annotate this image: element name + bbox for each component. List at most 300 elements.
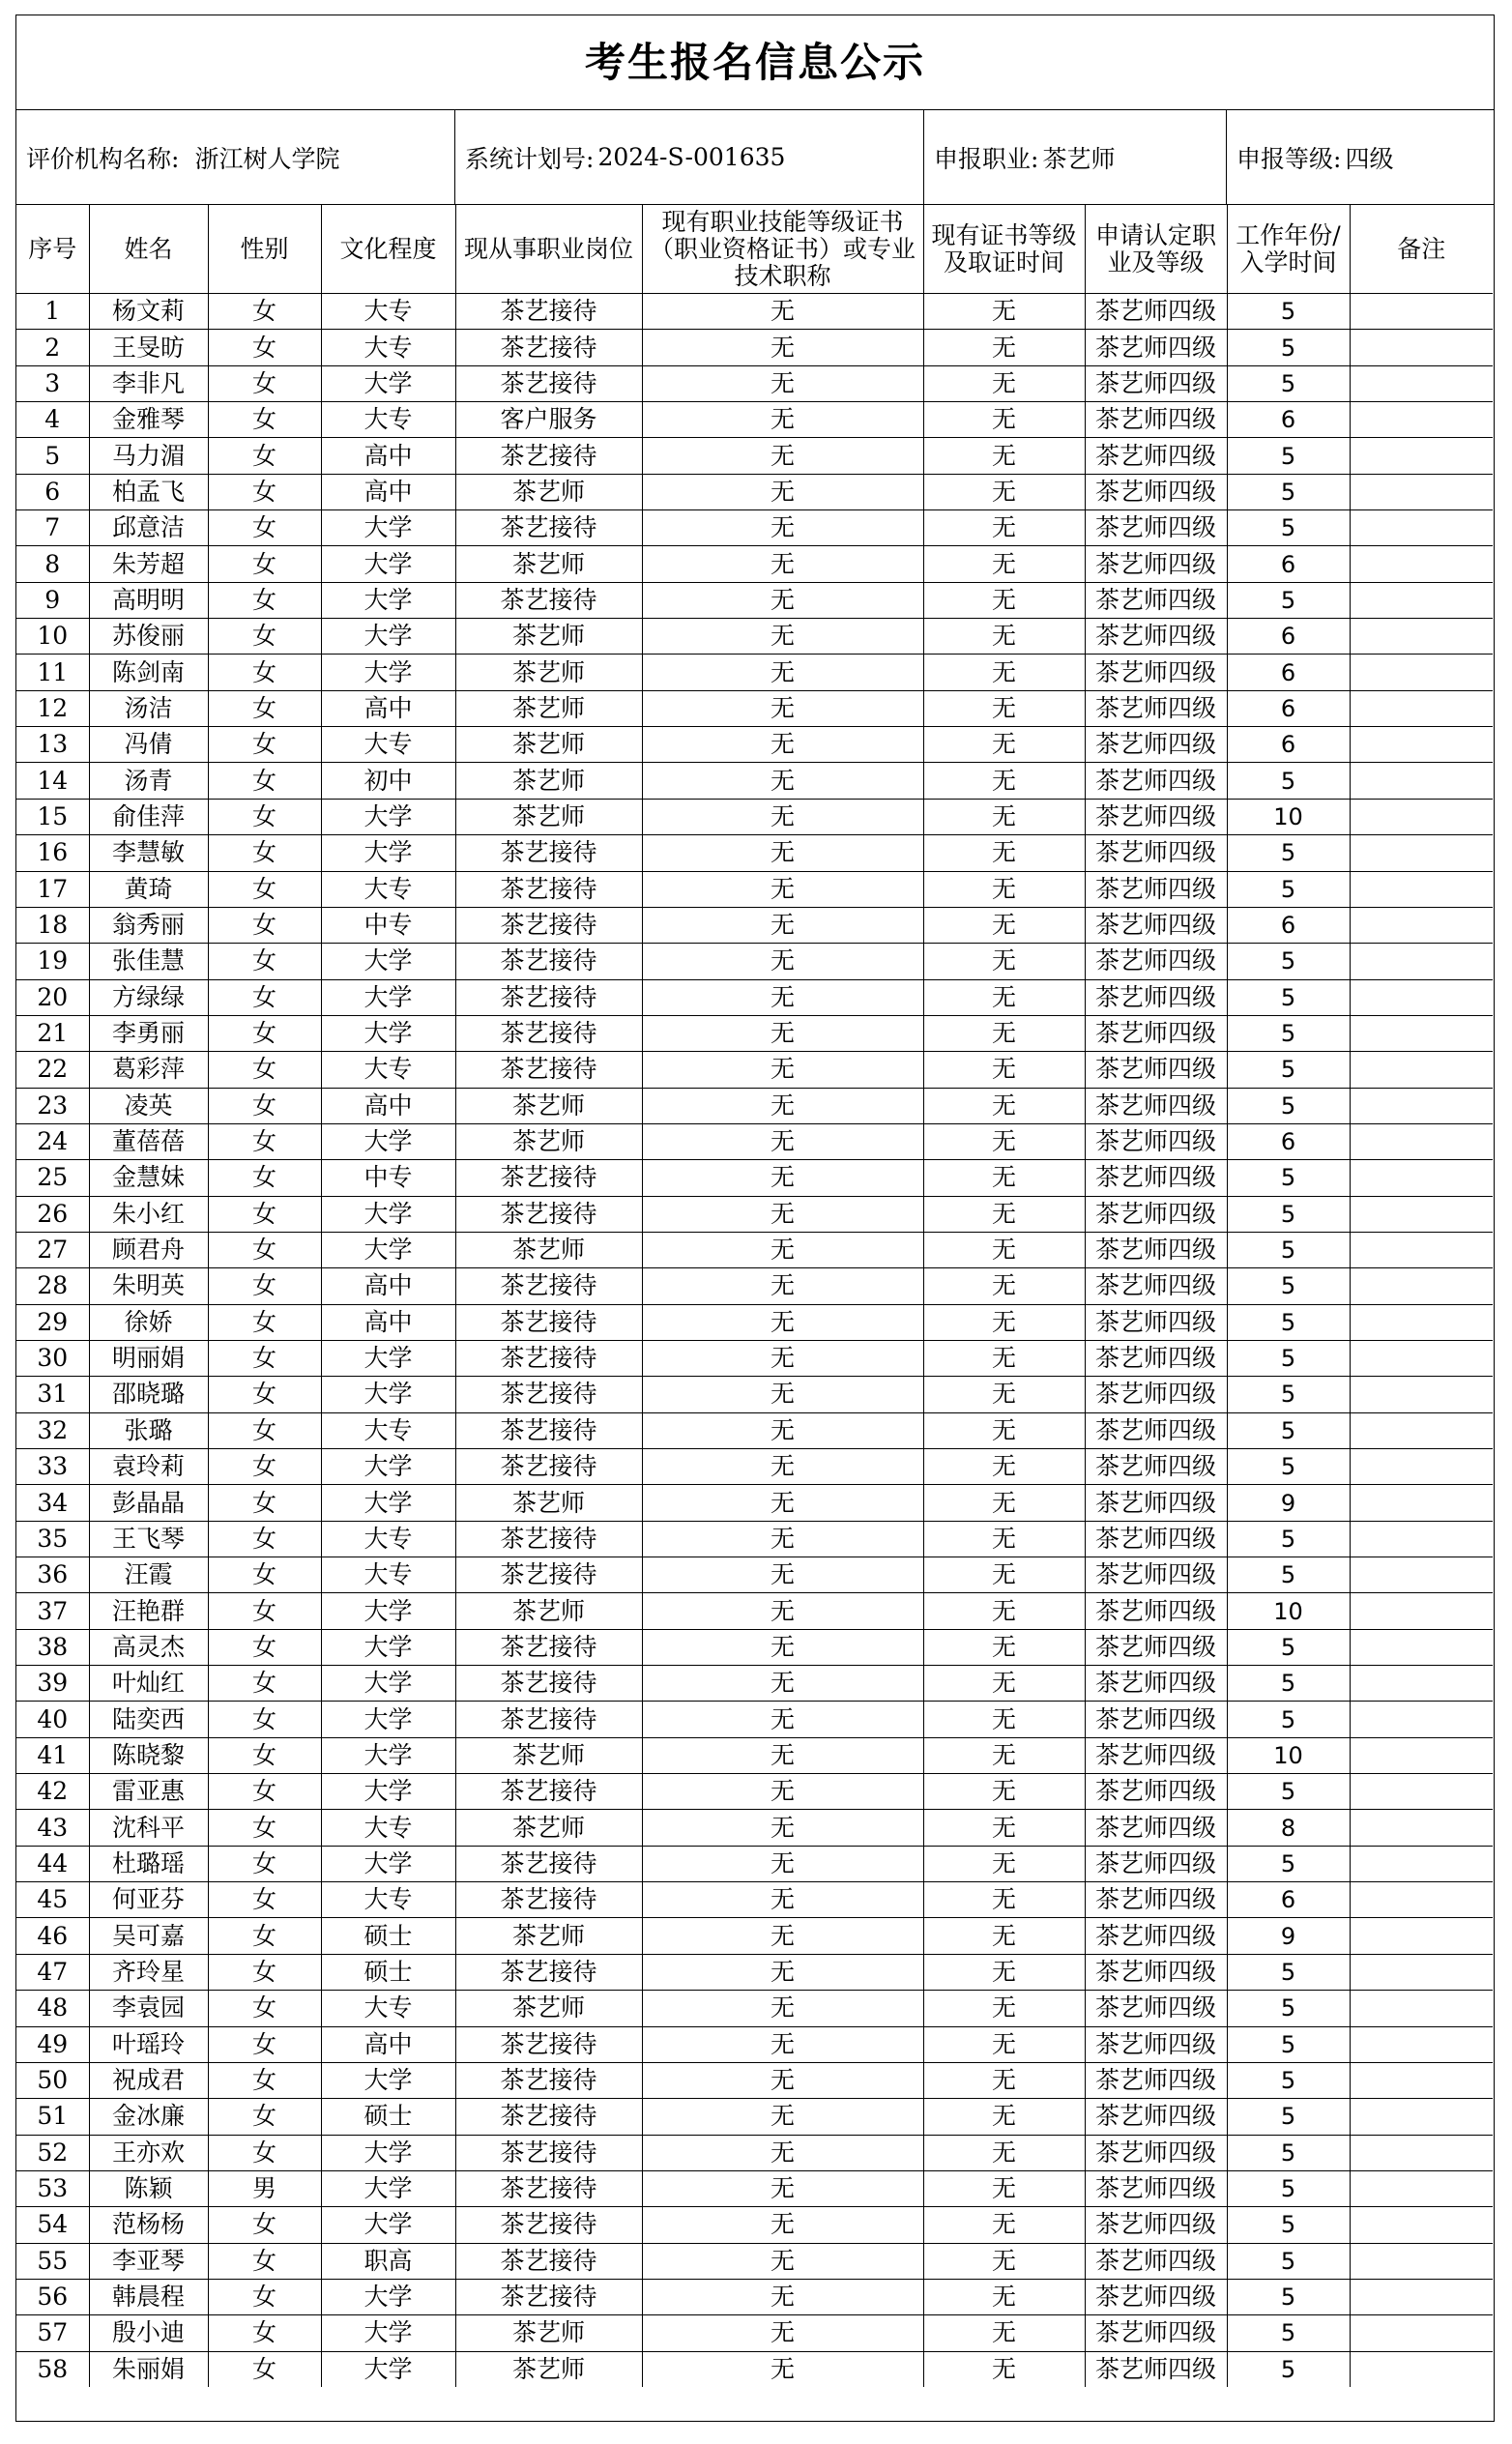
candidate-table	[16, 205, 1493, 2387]
cell-cert-level-date: 无	[923, 365, 1085, 401]
cell-index: 58	[16, 2351, 89, 2387]
cell-gender: 女	[208, 438, 321, 474]
cell-remarks	[1350, 1377, 1493, 1412]
cell-education: 大专	[321, 1557, 455, 1593]
cell-current-job: 茶艺接待	[455, 294, 642, 330]
cell-gender: 女	[208, 1774, 321, 1810]
cell-name: 陈晓黎	[89, 1737, 208, 1773]
cell-current-certificate: 无	[642, 1702, 923, 1737]
cell-gender: 女	[208, 1304, 321, 1340]
cell-work-years: 6	[1227, 546, 1350, 582]
cell-work-years: 5	[1227, 1196, 1350, 1232]
cell-name: 范杨杨	[89, 2207, 208, 2243]
cell-apply-level: 茶艺师四级	[1085, 1485, 1227, 1521]
cell-remarks	[1350, 546, 1493, 582]
cell-gender: 女	[208, 727, 321, 763]
page-title: 考生报名信息公示	[16, 15, 1494, 110]
cell-work-years: 6	[1227, 907, 1350, 943]
cell-index: 41	[16, 1737, 89, 1773]
cell-name: 雷亚惠	[89, 1774, 208, 1810]
cell-apply-level: 茶艺师四级	[1085, 1340, 1227, 1376]
header-current-job: 现从事职业岗位	[455, 205, 642, 294]
cell-current-job: 茶艺师	[455, 1810, 642, 1846]
header-apply-level: 申请认定职业及等级	[1085, 205, 1227, 294]
org-cell	[16, 110, 455, 204]
cell-remarks	[1350, 979, 1493, 1015]
cell-education: 大学	[321, 655, 455, 690]
cell-index: 56	[16, 2279, 89, 2314]
cell-index: 53	[16, 2170, 89, 2206]
cell-work-years: 5	[1227, 1160, 1350, 1196]
plan-label: 系统计划号:	[465, 144, 595, 173]
cell-current-certificate: 无	[642, 1377, 923, 1412]
cell-name: 王飞琴	[89, 1521, 208, 1557]
cell-education: 大学	[321, 1774, 455, 1810]
cell-current-certificate: 无	[642, 1954, 923, 1990]
cell-name: 冯倩	[89, 727, 208, 763]
cell-current-job: 茶艺接待	[455, 2062, 642, 2098]
cell-current-certificate: 无	[642, 871, 923, 907]
cell-education: 高中	[321, 690, 455, 726]
table-row	[16, 1449, 1493, 1485]
table-row	[16, 1268, 1493, 1304]
cell-work-years: 5	[1227, 2243, 1350, 2279]
cell-work-years: 5	[1227, 365, 1350, 401]
cell-gender: 女	[208, 619, 321, 655]
cell-gender: 女	[208, 1088, 321, 1123]
cell-current-job: 茶艺接待	[455, 582, 642, 618]
cell-index: 23	[16, 1088, 89, 1123]
cell-cert-level-date: 无	[923, 1918, 1085, 1954]
table-row	[16, 1737, 1493, 1773]
cell-cert-level-date: 无	[923, 2062, 1085, 2098]
table-row	[16, 2315, 1493, 2351]
cell-cert-level-date: 无	[923, 2135, 1085, 2170]
cell-work-years: 10	[1227, 1737, 1350, 1773]
table-row	[16, 365, 1493, 401]
cell-index: 37	[16, 1593, 89, 1629]
table-row	[16, 1521, 1493, 1557]
cell-name: 杨文莉	[89, 294, 208, 330]
cell-apply-level: 茶艺师四级	[1085, 1123, 1227, 1159]
table-row	[16, 294, 1493, 330]
cell-remarks	[1350, 1737, 1493, 1773]
cell-current-job: 茶艺接待	[455, 1160, 642, 1196]
cell-current-job: 茶艺接待	[455, 1882, 642, 1918]
cell-current-certificate: 无	[642, 1268, 923, 1304]
cell-current-job: 茶艺师	[455, 799, 642, 834]
cell-name: 叶瑶玲	[89, 2026, 208, 2062]
cell-name: 陈颖	[89, 2170, 208, 2206]
table-row	[16, 1774, 1493, 1810]
cell-cert-level-date: 无	[923, 1196, 1085, 1232]
cell-current-certificate: 无	[642, 655, 923, 690]
cell-cert-level-date: 无	[923, 1882, 1085, 1918]
cell-remarks	[1350, 1232, 1493, 1267]
cell-cert-level-date: 无	[923, 1557, 1085, 1593]
cell-apply-level: 茶艺师四级	[1085, 1557, 1227, 1593]
cell-education: 大学	[321, 510, 455, 546]
table-row	[16, 655, 1493, 690]
cell-remarks	[1350, 474, 1493, 509]
cell-remarks	[1350, 2351, 1493, 2387]
cell-work-years: 5	[1227, 2315, 1350, 2351]
cell-name: 朱芳超	[89, 546, 208, 582]
cell-current-job: 茶艺师	[455, 1918, 642, 1954]
cell-work-years: 5	[1227, 1991, 1350, 2026]
cell-index: 18	[16, 907, 89, 943]
cell-remarks	[1350, 619, 1493, 655]
cell-remarks	[1350, 582, 1493, 618]
cell-cert-level-date: 无	[923, 2170, 1085, 2206]
table-row	[16, 1052, 1493, 1088]
cell-cert-level-date: 无	[923, 1340, 1085, 1376]
cell-name: 朱丽娟	[89, 2351, 208, 2387]
cell-work-years: 6	[1227, 690, 1350, 726]
cell-gender: 女	[208, 1954, 321, 1990]
cell-gender: 女	[208, 979, 321, 1015]
cell-work-years: 6	[1227, 1882, 1350, 1918]
cell-remarks	[1350, 907, 1493, 943]
cell-gender: 女	[208, 907, 321, 943]
cell-education: 大学	[321, 1737, 455, 1773]
cell-name: 李袁园	[89, 1991, 208, 2026]
cell-gender: 女	[208, 944, 321, 979]
cell-current-job: 茶艺接待	[455, 1340, 642, 1376]
header-gender: 性别	[208, 205, 321, 294]
cell-index: 57	[16, 2315, 89, 2351]
cell-education: 高中	[321, 1304, 455, 1340]
cell-education: 大专	[321, 402, 455, 438]
cell-remarks	[1350, 1052, 1493, 1088]
cell-index: 11	[16, 655, 89, 690]
table-row	[16, 2062, 1493, 2098]
cell-name: 邵晓璐	[89, 1377, 208, 1412]
cell-gender: 女	[208, 474, 321, 509]
cell-gender: 女	[208, 1412, 321, 1448]
table-row	[16, 1340, 1493, 1376]
cell-name: 韩晨程	[89, 2279, 208, 2314]
cell-gender: 女	[208, 330, 321, 365]
cell-index: 36	[16, 1557, 89, 1593]
cell-education: 高中	[321, 438, 455, 474]
cell-cert-level-date: 无	[923, 2315, 1085, 2351]
registration-sheet	[15, 15, 1495, 2422]
cell-gender: 女	[208, 1810, 321, 1846]
cell-name: 苏俊丽	[89, 619, 208, 655]
cell-name: 汪艳群	[89, 1593, 208, 1629]
cell-apply-level: 茶艺师四级	[1085, 763, 1227, 799]
cell-remarks	[1350, 2062, 1493, 2098]
cell-remarks	[1350, 1954, 1493, 1990]
table-row	[16, 1882, 1493, 1918]
cell-current-job: 茶艺接待	[455, 1377, 642, 1412]
cell-work-years: 5	[1227, 438, 1350, 474]
cell-apply-level: 茶艺师四级	[1085, 944, 1227, 979]
cell-work-years: 5	[1227, 1412, 1350, 1448]
cell-current-job: 茶艺接待	[455, 907, 642, 943]
cell-current-job: 茶艺接待	[455, 1774, 642, 1810]
cell-current-certificate: 无	[642, 1052, 923, 1088]
table-row	[16, 1918, 1493, 1954]
cell-current-job: 茶艺接待	[455, 1666, 642, 1702]
cell-cert-level-date: 无	[923, 2243, 1085, 2279]
cell-index: 48	[16, 1991, 89, 2026]
cell-work-years: 5	[1227, 2351, 1350, 2387]
cell-education: 大学	[321, 2207, 455, 2243]
cell-current-job: 茶艺师	[455, 690, 642, 726]
cell-work-years: 5	[1227, 1557, 1350, 1593]
cell-work-years: 5	[1227, 1340, 1350, 1376]
cell-work-years: 5	[1227, 1702, 1350, 1737]
cell-name: 李非凡	[89, 365, 208, 401]
cell-cert-level-date: 无	[923, 1412, 1085, 1448]
cell-work-years: 10	[1227, 1593, 1350, 1629]
cell-remarks	[1350, 330, 1493, 365]
cell-work-years: 6	[1227, 402, 1350, 438]
cell-index: 51	[16, 2099, 89, 2135]
cell-education: 大学	[321, 1702, 455, 1737]
cell-name: 李慧敏	[89, 835, 208, 871]
table-row	[16, 1123, 1493, 1159]
cell-current-job: 茶艺接待	[455, 1557, 642, 1593]
cell-work-years: 5	[1227, 1052, 1350, 1088]
cell-current-certificate: 无	[642, 799, 923, 834]
cell-education: 大专	[321, 294, 455, 330]
cell-current-job: 茶艺接待	[455, 1954, 642, 1990]
cell-current-job: 茶艺接待	[455, 1412, 642, 1448]
cell-work-years: 6	[1227, 727, 1350, 763]
cell-name: 徐娇	[89, 1304, 208, 1340]
cell-remarks	[1350, 294, 1493, 330]
table-row	[16, 1991, 1493, 2026]
cell-gender: 女	[208, 1340, 321, 1376]
cell-current-job: 茶艺师	[455, 546, 642, 582]
cell-work-years: 5	[1227, 944, 1350, 979]
cell-index: 10	[16, 619, 89, 655]
cell-work-years: 5	[1227, 871, 1350, 907]
table-row	[16, 438, 1493, 474]
cell-apply-level: 茶艺师四级	[1085, 1810, 1227, 1846]
cell-apply-level: 茶艺师四级	[1085, 1666, 1227, 1702]
cell-work-years: 5	[1227, 1449, 1350, 1485]
cell-current-job: 茶艺接待	[455, 365, 642, 401]
cell-cert-level-date: 无	[923, 402, 1085, 438]
cell-work-years: 5	[1227, 294, 1350, 330]
cell-education: 大专	[321, 1882, 455, 1918]
cell-remarks	[1350, 1412, 1493, 1448]
table-row	[16, 2170, 1493, 2206]
cell-current-certificate: 无	[642, 835, 923, 871]
cell-gender: 女	[208, 2099, 321, 2135]
cell-current-certificate: 无	[642, 474, 923, 509]
cell-work-years: 5	[1227, 2099, 1350, 2135]
cell-name: 祝成君	[89, 2062, 208, 2098]
cell-name: 叶灿红	[89, 1666, 208, 1702]
cell-name: 葛彩萍	[89, 1052, 208, 1088]
cell-gender: 女	[208, 2026, 321, 2062]
cell-index: 14	[16, 763, 89, 799]
cell-apply-level: 茶艺师四级	[1085, 1737, 1227, 1773]
cell-index: 22	[16, 1052, 89, 1088]
cell-remarks	[1350, 2207, 1493, 2243]
table-row	[16, 799, 1493, 834]
cell-apply-level: 茶艺师四级	[1085, 1268, 1227, 1304]
cell-education: 高中	[321, 2026, 455, 2062]
cell-gender: 女	[208, 1449, 321, 1485]
table-row	[16, 835, 1493, 871]
cell-work-years: 5	[1227, 1268, 1350, 1304]
cell-current-certificate: 无	[642, 979, 923, 1015]
cell-gender: 女	[208, 1377, 321, 1412]
job-value: 茶艺师	[1042, 144, 1116, 173]
table-row	[16, 907, 1493, 943]
cell-education: 大专	[321, 1991, 455, 2026]
org-value: 浙江树人学院	[194, 144, 340, 173]
cell-apply-level: 茶艺师四级	[1085, 1015, 1227, 1051]
cell-remarks	[1350, 1702, 1493, 1737]
cell-index: 7	[16, 510, 89, 546]
cell-remarks	[1350, 1846, 1493, 1881]
cell-current-certificate: 无	[642, 1160, 923, 1196]
cell-current-job: 茶艺师	[455, 1232, 642, 1267]
cell-work-years: 5	[1227, 2135, 1350, 2170]
cell-index: 44	[16, 1846, 89, 1881]
cell-index: 55	[16, 2243, 89, 2279]
cell-current-job: 茶艺师	[455, 1593, 642, 1629]
cell-apply-level: 茶艺师四级	[1085, 799, 1227, 834]
cell-gender: 女	[208, 2351, 321, 2387]
cell-cert-level-date: 无	[923, 1954, 1085, 1990]
cell-name: 朱明英	[89, 1268, 208, 1304]
cell-cert-level-date: 无	[923, 871, 1085, 907]
cell-remarks	[1350, 1304, 1493, 1340]
cell-current-certificate: 无	[642, 690, 923, 726]
cell-name: 高灵杰	[89, 1629, 208, 1665]
cell-gender: 女	[208, 1268, 321, 1304]
cell-gender: 女	[208, 1702, 321, 1737]
cell-current-job: 茶艺师	[455, 727, 642, 763]
cell-apply-level: 茶艺师四级	[1085, 1088, 1227, 1123]
table-row	[16, 2351, 1493, 2387]
cell-index: 13	[16, 727, 89, 763]
cell-name: 俞佳萍	[89, 799, 208, 834]
cell-current-job: 茶艺接待	[455, 2099, 642, 2135]
cell-apply-level: 茶艺师四级	[1085, 1412, 1227, 1448]
cell-current-job: 茶艺师	[455, 2351, 642, 2387]
cell-gender: 女	[208, 1052, 321, 1088]
cell-index: 2	[16, 330, 89, 365]
cell-gender: 女	[208, 402, 321, 438]
cell-work-years: 5	[1227, 1629, 1350, 1665]
cell-apply-level: 茶艺师四级	[1085, 835, 1227, 871]
cell-current-certificate: 无	[642, 1737, 923, 1773]
cell-gender: 女	[208, 510, 321, 546]
cell-index: 42	[16, 1774, 89, 1810]
cell-current-job: 茶艺接待	[455, 1521, 642, 1557]
cell-cert-level-date: 无	[923, 1449, 1085, 1485]
cell-index: 3	[16, 365, 89, 401]
job-cell	[924, 110, 1227, 204]
cell-work-years: 5	[1227, 1015, 1350, 1051]
cell-gender: 女	[208, 763, 321, 799]
cell-education: 大学	[321, 2062, 455, 2098]
cell-index: 17	[16, 871, 89, 907]
cell-gender: 女	[208, 835, 321, 871]
cell-work-years: 5	[1227, 2062, 1350, 2098]
cell-current-job: 茶艺师	[455, 1485, 642, 1521]
table-row	[16, 330, 1493, 365]
cell-remarks	[1350, 2026, 1493, 2062]
cell-current-certificate: 无	[642, 1232, 923, 1267]
cell-name: 翁秀丽	[89, 907, 208, 943]
cell-index: 8	[16, 546, 89, 582]
cell-gender: 女	[208, 1846, 321, 1881]
cell-work-years: 5	[1227, 2170, 1350, 2206]
cell-cert-level-date: 无	[923, 2099, 1085, 2135]
cell-current-certificate: 无	[642, 1521, 923, 1557]
cell-apply-level: 茶艺师四级	[1085, 438, 1227, 474]
cell-current-certificate: 无	[642, 1485, 923, 1521]
cell-work-years: 5	[1227, 979, 1350, 1015]
cell-index: 29	[16, 1304, 89, 1340]
cell-current-certificate: 无	[642, 727, 923, 763]
cell-current-certificate: 无	[642, 438, 923, 474]
cell-gender: 女	[208, 2135, 321, 2170]
cell-current-job: 茶艺接待	[455, 330, 642, 365]
table-row	[16, 619, 1493, 655]
cell-education: 中专	[321, 907, 455, 943]
cell-cert-level-date: 无	[923, 763, 1085, 799]
cell-education: 大学	[321, 1593, 455, 1629]
table-row	[16, 1593, 1493, 1629]
cell-remarks	[1350, 2279, 1493, 2314]
cell-current-certificate: 无	[642, 2279, 923, 2314]
cell-index: 12	[16, 690, 89, 726]
cell-remarks	[1350, 1485, 1493, 1521]
cell-cert-level-date: 无	[923, 330, 1085, 365]
cell-education: 大学	[321, 979, 455, 1015]
cell-cert-level-date: 无	[923, 546, 1085, 582]
cell-current-job: 茶艺接待	[455, 510, 642, 546]
cell-current-certificate: 无	[642, 1304, 923, 1340]
cell-index: 30	[16, 1340, 89, 1376]
cell-work-years: 9	[1227, 1485, 1350, 1521]
cell-gender: 女	[208, 1882, 321, 1918]
cell-name: 李亚琴	[89, 2243, 208, 2279]
cell-current-certificate: 无	[642, 1412, 923, 1448]
cell-apply-level: 茶艺师四级	[1085, 1954, 1227, 1990]
cell-cert-level-date: 无	[923, 907, 1085, 943]
cell-gender: 女	[208, 546, 321, 582]
cell-name: 张佳慧	[89, 944, 208, 979]
cell-current-job: 茶艺接待	[455, 1015, 642, 1051]
cell-remarks	[1350, 2135, 1493, 2170]
table-row	[16, 1088, 1493, 1123]
cell-work-years: 5	[1227, 582, 1350, 618]
cell-remarks	[1350, 510, 1493, 546]
cell-apply-level: 茶艺师四级	[1085, 2207, 1227, 2243]
cell-education: 大学	[321, 1449, 455, 1485]
cell-cert-level-date: 无	[923, 1810, 1085, 1846]
cell-work-years: 5	[1227, 2026, 1350, 2062]
cell-current-certificate: 无	[642, 402, 923, 438]
cell-remarks	[1350, 944, 1493, 979]
cell-remarks	[1350, 1340, 1493, 1376]
cell-current-certificate: 无	[642, 2026, 923, 2062]
cell-education: 初中	[321, 763, 455, 799]
cell-current-job: 茶艺接待	[455, 2279, 642, 2314]
